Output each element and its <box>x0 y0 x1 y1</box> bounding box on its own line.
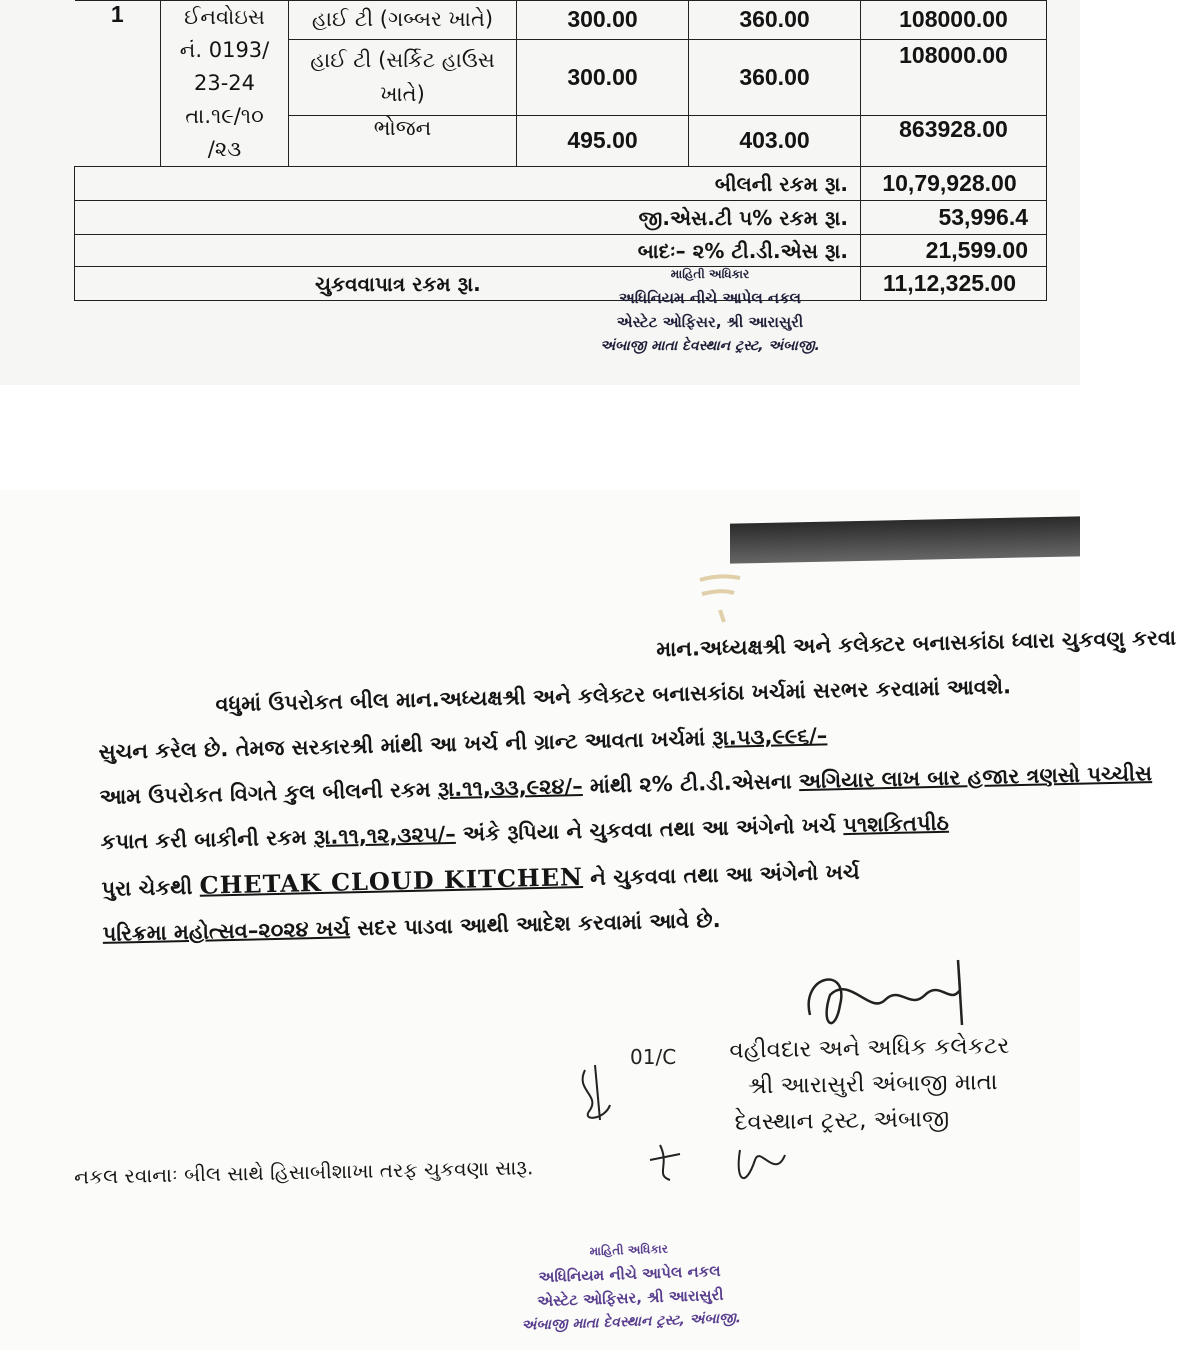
order-line: પુરા ચેકથી CHETAK CLOUD KITCHEN ને ચુકવવા તથા આ અંગેનો ખર્ચ <box>101 859 860 901</box>
payable-value: 11,12,325.00 <box>861 267 1047 301</box>
item-rate: 360.00 <box>689 1 861 40</box>
item-qty: 495.00 <box>517 115 689 166</box>
order-line: કપાત કરી બાકીની રકમ રૂા.૧૧,૧૨,૩૨૫/– અંકે રૂપિયા ને ચુકવવા તથા આ અંગેનો ખર્ચ ૫૧શકિતપીઠ <box>100 810 950 854</box>
initials-mark: 01/C <box>630 1045 677 1069</box>
order-line: માન.અધ્યક્ષશ્રી અને કલેક્ટર બનાસકાંઠા ધ્વારા ચુકવણુ કરવા <box>656 625 1177 662</box>
serial-number: 1 <box>75 1 161 167</box>
signature-second <box>640 1135 810 1195</box>
signatory-org: શ્રી આરાસુરી અંબાજી માતા <box>747 1069 998 1100</box>
bill-amount-label: બીલની રકમ રૂા. <box>75 167 861 201</box>
gst-value: 53,996.4 <box>861 201 1047 235</box>
signatory-place: દેવસ્થાન ટ્રસ્ટ, અંબાજી <box>734 1105 950 1136</box>
total-row <box>75 167 1047 201</box>
initial-signature <box>570 1060 630 1130</box>
item-description: ભોજન <box>289 115 517 166</box>
tds-label: બાદઃ– ૨% ટી.ડી.એસ રૂા. <box>75 235 861 267</box>
rti-stamp-top: માહિતી અધિકાર અધિનિયમ નીચે આપેલ નકલ એસ્ટેટ ઓફિસર, શ્રી આરાસુરી અંબાજી માતા દેવસ્થાન ટ્રસ્ટ, અંબાજી. <box>600 267 820 354</box>
item-qty: 300.00 <box>517 39 689 115</box>
bill-table <box>74 0 1047 301</box>
item-amount: 108000.00 <box>861 39 1047 115</box>
rti-stamp-bottom: માહિતી અધિકાર અધિનિયમ નીચે આપેલ નકલ એસ્ટેટ ઓફિસર, શ્રી આરાસુરી અંબાજી માતા દેવસ્થાન ટ્રસ્ટ, અંબાજી. <box>521 1241 742 1334</box>
page-edge-shadow <box>730 516 1080 563</box>
order-line: સુચન કરેલ છે. તેમજ સરકારશ્રી માંથી આ ખર્ચ ની ગ્રાન્ટ આવતા ખર્ચમાં રૂા.૫૩,૯૯૬/– <box>98 723 828 764</box>
order-body <box>96 618 1177 957</box>
paper-mark <box>690 560 770 630</box>
item-description: હાઈ ટી (ગબ્બર ખાતે) <box>289 1 517 40</box>
total-row <box>75 201 1047 235</box>
bill-amount-value: 10,79,928.00 <box>861 167 1047 201</box>
item-rate: 403.00 <box>689 115 861 166</box>
item-qty: 300.00 <box>517 1 689 40</box>
payable-label: ચુકવવાપાત્ર રકમ રૂા. <box>75 267 861 301</box>
item-amount: 108000.00 <box>861 1 1047 40</box>
table-row <box>75 1 1047 40</box>
signatory-block <box>729 1027 1051 1141</box>
item-amount: 863928.00 <box>861 115 1047 166</box>
invoice-reference: ઈનવોઇસ નં. 0193/ 23-24 તા.૧૯/૧૦ /૨૩ <box>161 1 289 167</box>
bill-table-section <box>0 0 1080 385</box>
order-line: આમ ઉપરોકત વિગતે કુલ બીલની રકમ રૂા.૧૧,૩૩,૯૨૪/– માંથી ૨% ટી.ડી.એસના અગિયાર લાખ બાર હજાર ત્રણસો પચ્ચીસ <box>99 761 1153 809</box>
gst-label: જી.એસ.ટી ૫% રકમ રૂા. <box>75 201 861 235</box>
order-line: વધુમાં ઉપરોકત બીલ માન.અધ્યક્ષશ્રી અને કલેક્ટર બનાસકાંઠા ખર્ચમાં સરભર કરવામાં આવશે. <box>215 674 1012 717</box>
order-line: પરિક્રમા મહોત્સવ–૨૦૨૪ ખર્ચ સદર પાડવા આથી આદેશ કરવામાં આવે છે. <box>102 907 721 946</box>
signatory-title: વહીવદાર અને અધિક કલેકટર <box>729 1032 1010 1064</box>
copy-note: નકલ રવાનાઃ બીલ સાથે હિસાબીશાખા તરફ ચુકવણા સારૂ. <box>73 1155 534 1189</box>
vendor-name: CHETAK CLOUD KITCHEN <box>199 862 584 900</box>
tds-value: 21,599.00 <box>861 235 1047 267</box>
item-rate: 360.00 <box>689 39 861 115</box>
item-description: હાઈ ટી (સર્કિટ હાઉસ ખાતે) <box>289 39 517 115</box>
